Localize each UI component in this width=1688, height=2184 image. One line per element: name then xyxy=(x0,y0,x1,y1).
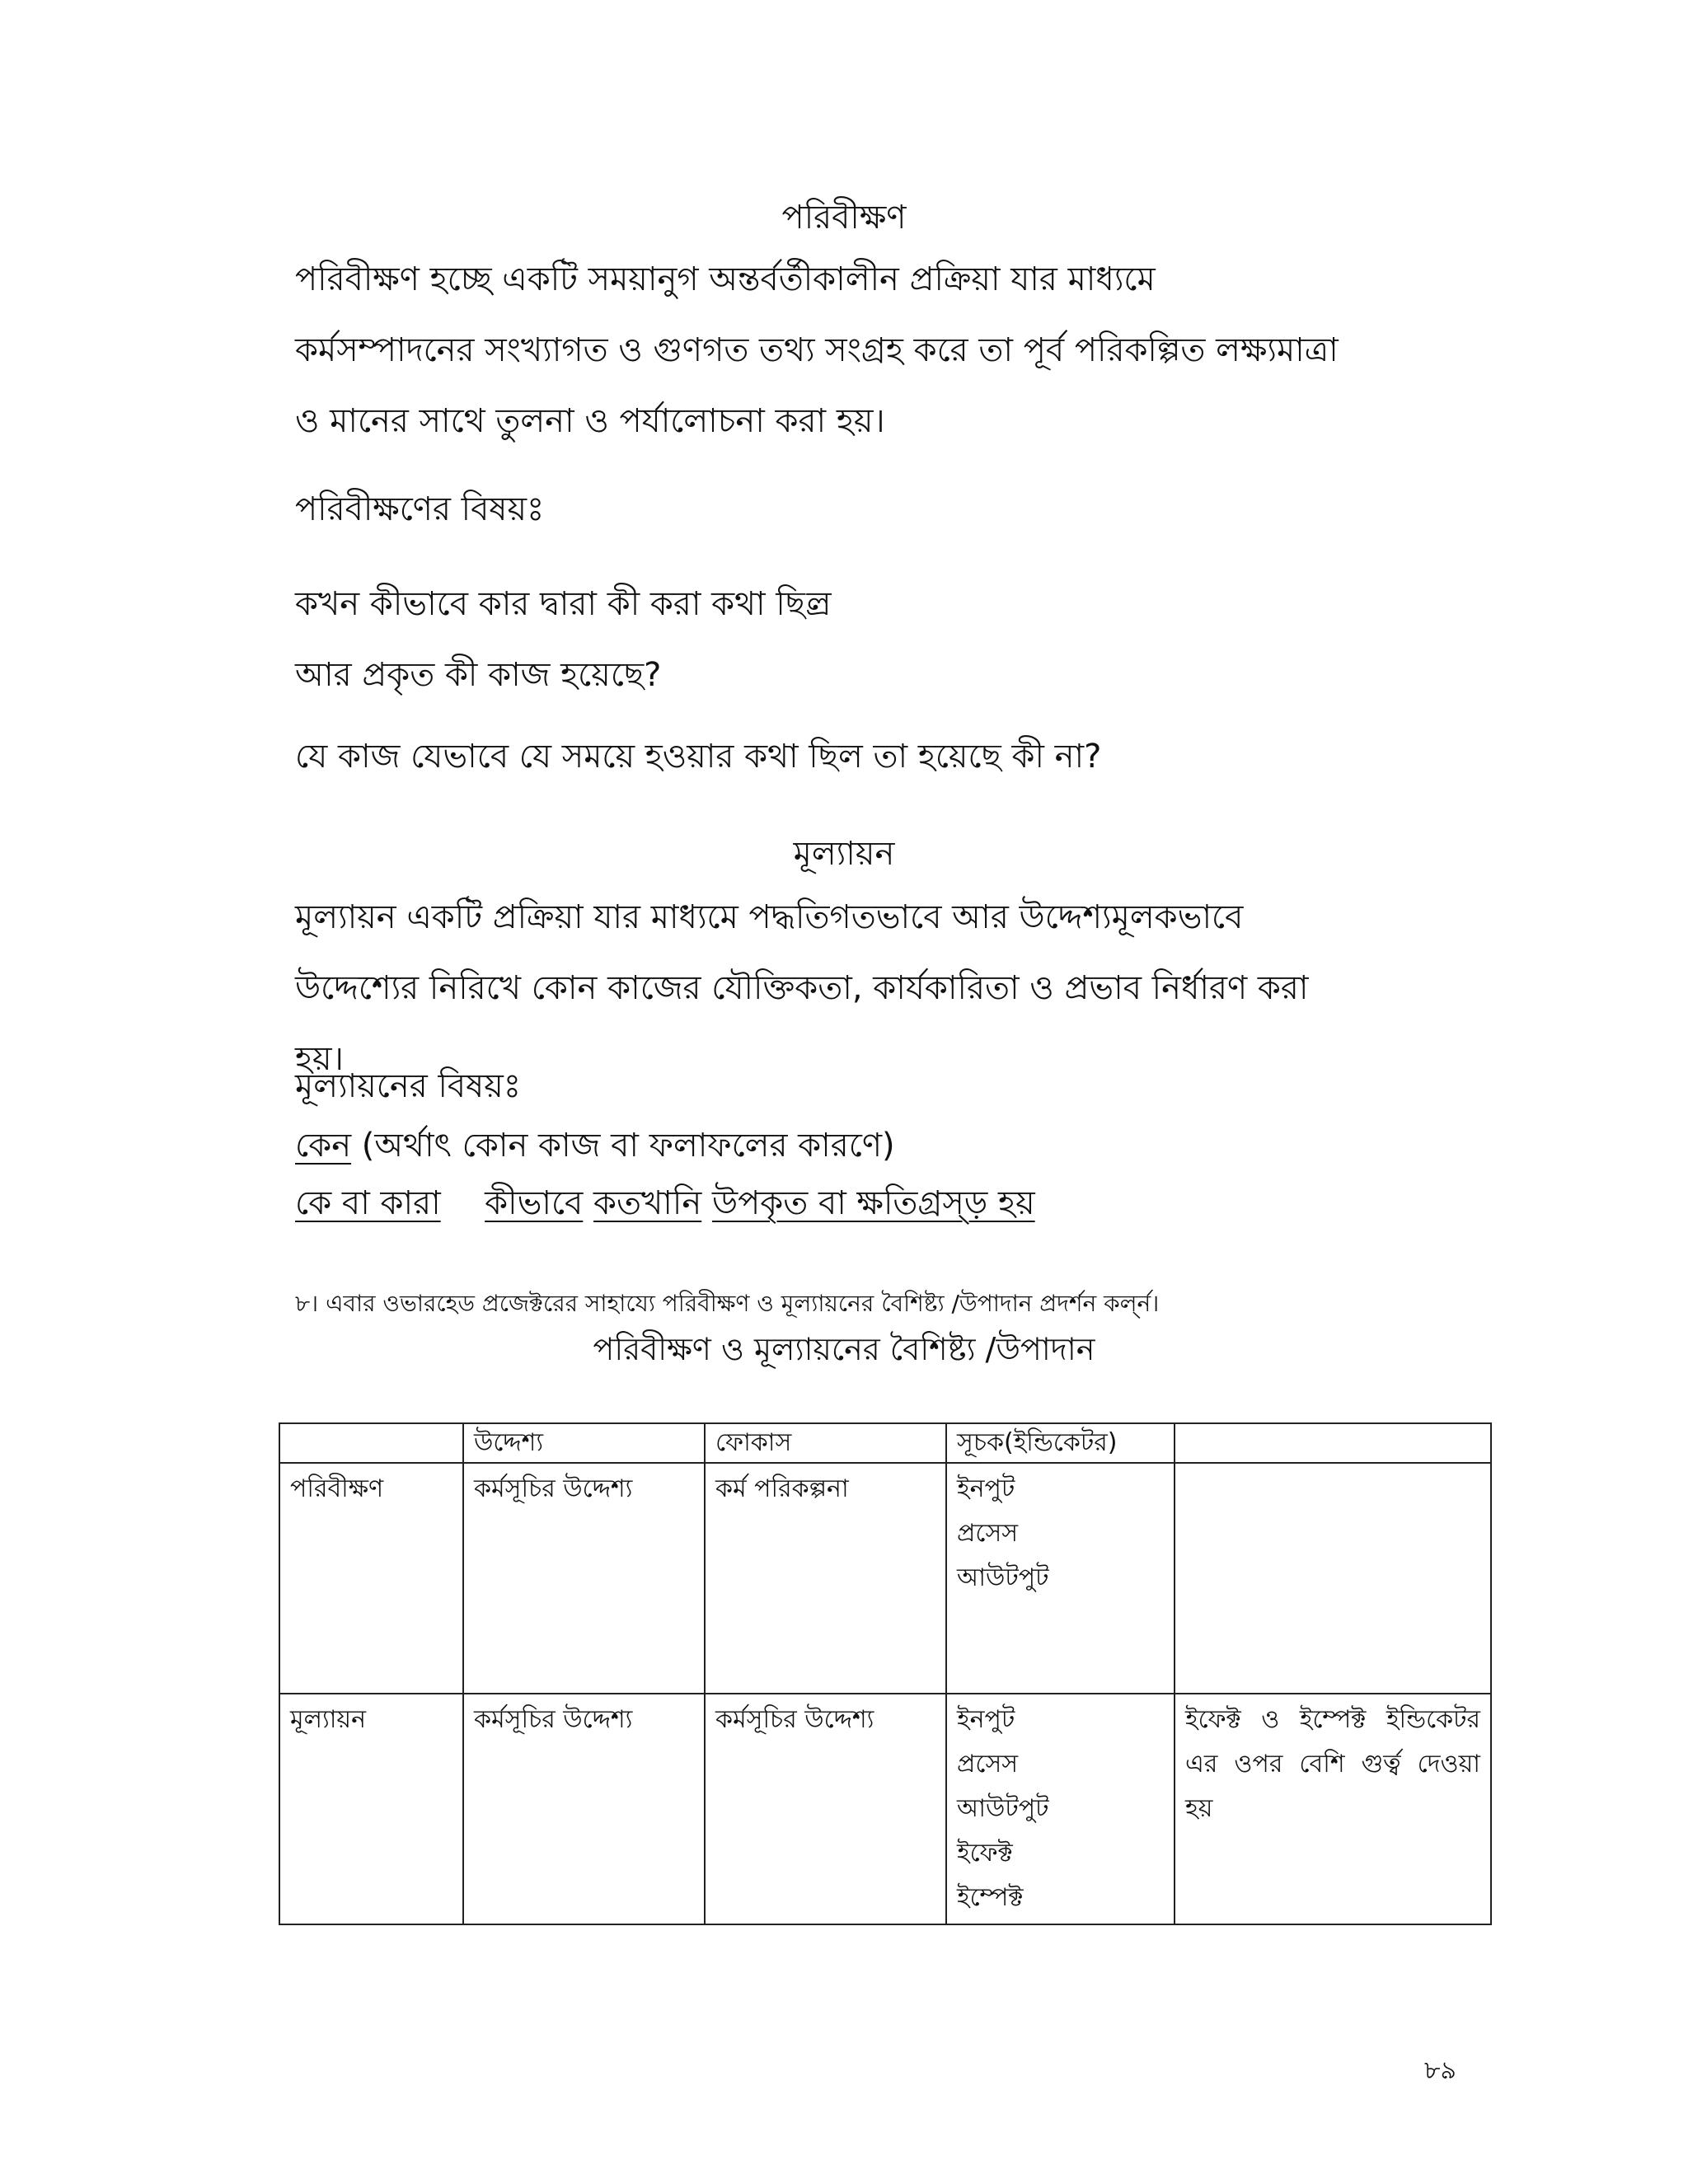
table-title: পরিবীক্ষণ ও মূল্যায়নের বৈশিষ্ট্য /উপাদান xyxy=(593,1331,1095,1367)
monitoring-question-2: যে কাজ যেভাবে যে সময়ে হওয়ার কথা ছিল তা হয়েছে কী না? xyxy=(295,738,1102,776)
indicator-item: ইনপুট xyxy=(957,1474,1015,1503)
indicator-item: প্রসেস xyxy=(957,1750,1019,1779)
monitoring-question-line: কখন কীভাবে কার দ্বারা কী করা কথা ছিল্র xyxy=(295,585,832,623)
comparison-table xyxy=(279,1422,1492,1925)
table-row xyxy=(279,1463,1491,1694)
monitoring-definition-line: কর্মসম্পাদনের সংখ্যাগত ও গুণগত তথ্য সংগ্রহ করে তা পূর্ব পরিকল্পিত লক্ষ্যমাত্রা xyxy=(295,331,1339,369)
indicator-item: ইফেক্ট xyxy=(957,1839,1013,1868)
table-header-cell xyxy=(1175,1423,1491,1463)
monitoring-definition xyxy=(295,244,1515,457)
indicator-item: আউটপুট xyxy=(957,1794,1049,1823)
evaluation-definition-line: উদ্দেশ্যের নিরিখে কোন কাজের যৌক্তিকতা, কার্যকারিতা ও প্রভাব নির্ধারণ করা xyxy=(295,969,1309,1007)
row-note xyxy=(1175,1463,1491,1694)
indicator-item: আউটপুট xyxy=(957,1563,1049,1592)
instruction-text: ৮। এবার ওভারহেড প্রজেক্টরের সাহায্যে পরিবীক্ষণ ও মূল্যায়নের বৈশিষ্ট্য /উপাদান প্রদর্শন কর্ল্ন। xyxy=(295,1290,1160,1317)
row-label: পরিবীক্ষণ xyxy=(279,1463,463,1694)
row-focus: কর্ম পরিকল্পনা xyxy=(705,1463,946,1694)
monitoring-question-line: আর প্রকৃত কী কাজ হয়েছে? xyxy=(295,656,662,694)
row-objective: কর্মসূচির উদ্দেশ্য xyxy=(463,1463,705,1694)
how-much-phrase: কতখানি xyxy=(593,1184,702,1222)
table-header-row xyxy=(279,1423,1491,1463)
monitoring-subjects-title: পরিবীক্ষণের বিষয়ঃ xyxy=(295,490,545,528)
evaluation-why-line xyxy=(295,1127,895,1165)
evaluation-heading: মূল্যায়ন xyxy=(793,835,895,873)
table-row xyxy=(279,1694,1491,1924)
how-phrase: কীভাবে xyxy=(485,1184,584,1222)
who-phrase: কে বা কারা xyxy=(295,1184,441,1222)
evaluation-definition-line: মূল্যায়ন একটি প্রক্রিয়া যার মাধ্যমে পদ্ধতিগতভাবে আর উদ্দেশ্যমূলকভাবে xyxy=(295,898,1244,936)
monitoring-definition-line: পরিবীক্ষণ হচ্ছে একটি সময়ানুগ অন্তর্বর্তীকালীন প্রক্রিয়া যার মাধ্যমে xyxy=(295,260,1156,298)
row-objective: কর্মসূচির উদ্দেশ্য xyxy=(463,1694,705,1924)
table-header-cell: উদ্দেশ্য xyxy=(463,1423,705,1463)
row-indicators xyxy=(946,1463,1175,1694)
indicator-item: ইম্পেক্ট xyxy=(957,1883,1024,1912)
indicator-item: প্রসেস xyxy=(957,1519,1019,1548)
row-note: ইফেক্ট ও ইম্পেক্ট ইন্ডিকেটর এর ওপর বেশি গুর্ত্ব দেওয়া হয় xyxy=(1175,1694,1491,1924)
evaluation-definition xyxy=(295,882,1515,1094)
table-header-cell: সূচক(ইন্ডিকেটর) xyxy=(946,1423,1175,1463)
monitoring-questions xyxy=(295,569,1515,710)
why-explanation: (অর্থাৎ কোন কাজ বা ফলাফলের কারণে) xyxy=(351,1127,895,1165)
page-number: ৮৯ xyxy=(1424,2056,1456,2085)
benefit-phrase: উপকৃত বা ক্ষতিগ্রস্ড় হয় xyxy=(711,1184,1035,1222)
evaluation-definition-line: হয়। xyxy=(295,1040,344,1078)
monitoring-definition-line: ও মানের সাথে তুলনা ও পর্যালোচনা করা হয়। xyxy=(295,402,885,440)
evaluation-subjects-title: মূল্যায়নের বিষয়ঃ xyxy=(295,1067,522,1105)
row-focus: কর্মসূচির উদ্দেশ্য xyxy=(705,1694,946,1924)
row-label: মূল্যায়ন xyxy=(279,1694,463,1924)
indicator-item: ইনপুট xyxy=(957,1705,1015,1734)
table-header-cell xyxy=(279,1423,463,1463)
why-word: কেন xyxy=(295,1127,352,1165)
evaluation-who-line xyxy=(295,1184,1035,1222)
monitoring-heading: পরিবীক্ষণ xyxy=(781,199,907,237)
row-indicators xyxy=(946,1694,1175,1924)
table-header-cell: ফোকাস xyxy=(705,1423,946,1463)
